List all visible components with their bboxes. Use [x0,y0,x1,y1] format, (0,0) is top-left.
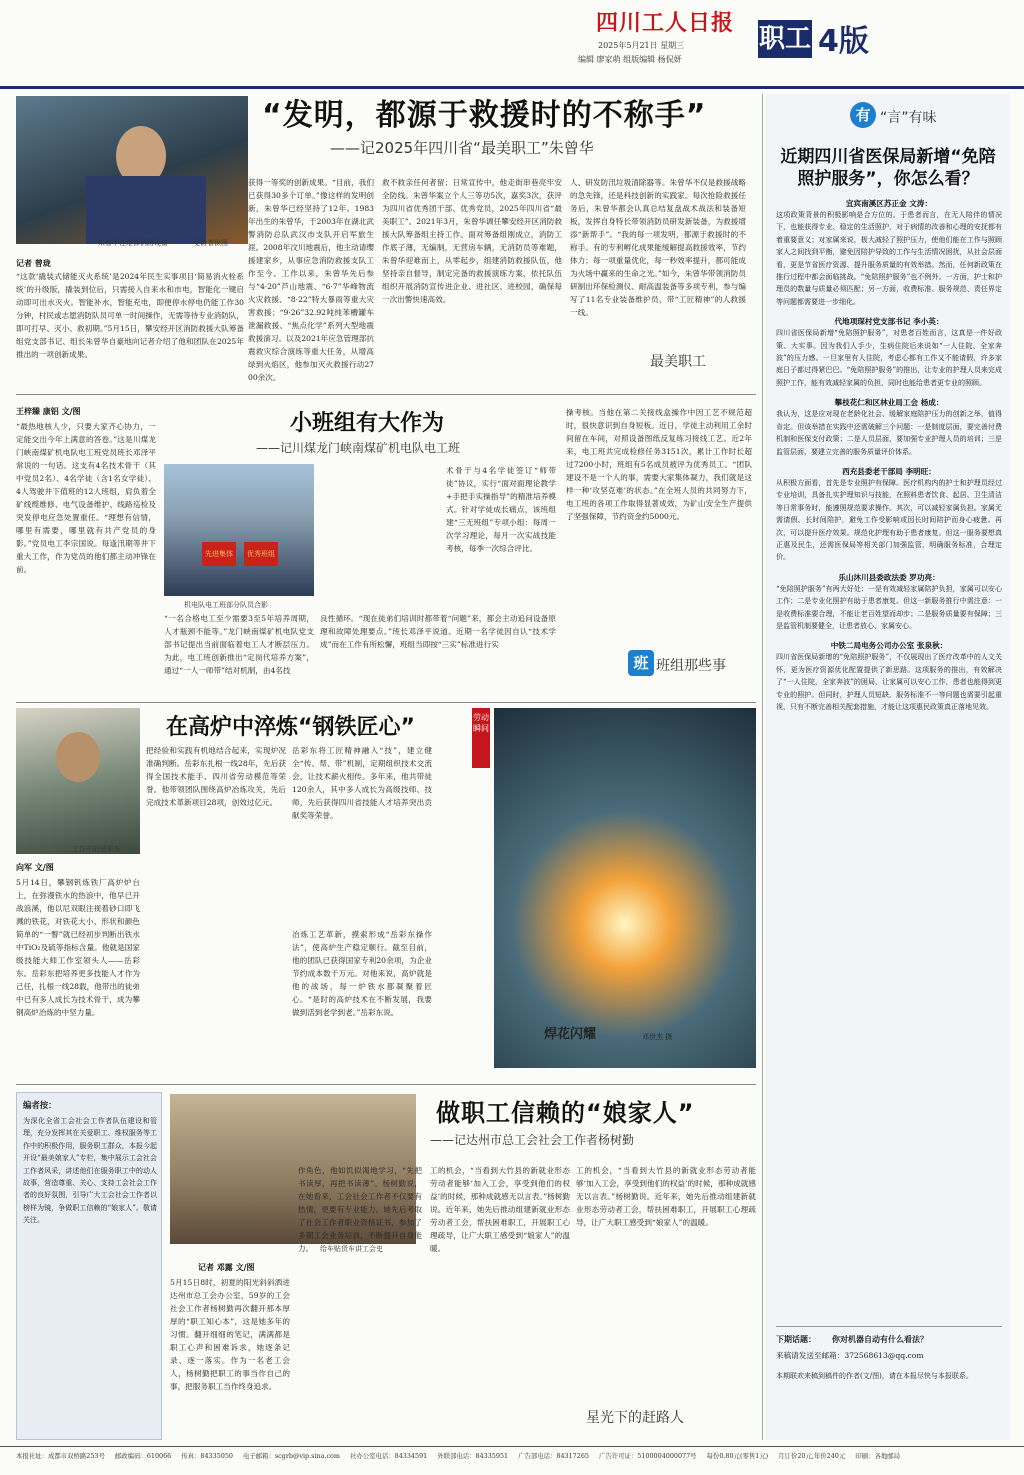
photo-caption: 机电队电工班部分队员合影 [184,601,268,609]
award-plaque: 先进集体 [202,542,236,566]
editor-note-box [16,1092,162,1440]
article-body: 把经验和实践有机地结合起来，实现炉况准确判断。岳彩东扎根一线28年，先后获得全国技术能手、四川省劳动模范等荣誉。他带领团队围绕高炉冶炼攻关，先后完成技术革新项目28项，创效过亿元。 [146,746,286,807]
comment-text: 四川省医保局新增的“免陪照护服务”，不仅展现出了医疗改革中的人文关怀，更为医疗资源优化配置提供了新思路。这项服务的推出，有效解决了“一人住院，全家奔波”的困局，让家属可以安心工作，患者也能得到更专业的照护。但同时，护理人员短缺、服务标准不一等问题也需要引起重视，只有不断完善相关配套措施，才能让这项惠民政策真正落地见效。 [776,653,1002,711]
comment-author: 攀枝花仁和区林业局工会 杨成： [834,398,944,408]
page-number: 4版 [818,24,869,59]
photo-caption: 朱曾华在维修消防设备 [98,239,168,247]
article-byline: 记者 邓露 文/图 [198,1262,255,1272]
footer-dept: 社办公室电话：84334591 [349,1452,428,1460]
column-divider [762,94,763,1440]
editors-line: 编辑 廖家萌 组版编辑 杨侃妍 [578,55,682,64]
article-body: 术骨干与4名学徒签订“师带徒”协议，实行“面对面理论教学+手把手实操指导”的精准培养模式。针对学徒成长痛点，该班组建“三无班组”专项小组：每周一次学习理论，每月一次实战技能考核，每季一次综合评比。 [446,466,556,553]
article-body: 工的机会，“当看到大竹县的新就业形态劳动者能够‘加入工会，享受到他们的权益’的时候，那种成就感无以言表。”杨树勤说。近年来，她先后推动组建新就业形态劳动者工会，帮扶困难职工，开展职工心理疏导，让广大职工感受到“娘家人”的温暖。 [430,1166,570,1253]
article-title: 小班组有大作为 [290,411,445,436]
editor-note-title: 编者按： [23,1100,57,1110]
footer-license: 广告许可证：5100004000077号 [598,1452,697,1460]
footer-price: 每份0.80元(零售1元) [706,1452,769,1460]
column-tag [586,1408,756,1436]
footer-rule [0,1446,1024,1447]
submission-email: 来稿请发送至邮箱：372568613@qq.com [776,1351,924,1360]
comment-author: 西充县委老干部局 李明旺： [842,466,936,476]
comment-entry [776,397,1002,458]
footer-email: 电子邮箱：scgrb@vip.sina.com [242,1452,340,1460]
comment-author: 中铁二局电务公司办公室 张泉秋： [830,641,948,651]
comment-text: 这项政策背景的积极影响是合方位的。于患者而言，在无人陪伴的情况下，也能获得专业、稳定的生活照护，对于病情的改善和心理的安抚都有着重要意义；对家属来说，极大减轻了照护压力，使他们能在工作与照顾家人之间找到平衡，避免因陪护导致的工作与生活情况困扰，从社会层面看，更是节省医疗资源、提升服务质量的有效举措。然而，任何新政策在推行过程中都会面临挑战。“免陪照护服务”也不例外。一方面，护士和护理员的数量与质量必须匹配；另一方面，收费标准、服务规范、责任界定等问题都需要进一步细化。 [776,211,1002,306]
article-title: 做职工信赖的“娘家人” [436,1099,695,1127]
comment-author: 乐山沐川县委政法委 罗功亮： [838,572,940,582]
issue-date: 2025年5月21日 星期三 [598,41,685,50]
editor-note-text: 为深化全省工会社会工作者队伍建设和管理，充分发挥其在关爱职工、维权服务等工作中的积极作用，服务职工群众，本报今起开设“最美娘家人”专栏，集中展示工会社会工作者风采，讲述他们在服务职工中的动人故事，营造尊重、关心、支持工会社会工作者的良好氛围，引导广大工会社会工作者以榜样为镜，争做职工信赖的“娘家人”。敬请关注。 [23,1117,157,1225]
article-body: 5月14日，攀钢钒炼铁厂高炉炉台上，在弥漫铁水的热浪中，他早已开战浪溪，他以尼双眼注视着砂口即飞溅的铁花，对铁花大小、形状和颜色简单的“一瞥”就已经初步判断出铁水中TiO₂及硫等指标含量。他就是国家级技能大师工作室领头人——岳彩东。岳彩东把培养更多技能人才作为己任，扎根一线28载，他带出的徒弟中已有多人成长为技术骨干，成为攀钢高炉冶炼的中坚力量。 [16,878,140,1017]
art-photo-title: 焊花闪耀 [544,1027,597,1042]
article-byline: 王梓臻 康铝 文/图 [16,406,81,416]
photo-caption: 工作中的岳彩东 [72,845,121,853]
comment-entry [776,198,1002,308]
comment-list [776,198,1002,1318]
article-body: 冶炼工艺革新，摸索形成“岳彩东操作法”，使高炉生产稳定顺行。截至目前，他的团队已获得国家专利20余项，为企业节约成本数千万元。对他来说，高炉就是他的战场，每一炉铁水都凝聚着匠心。“是时的高炉技术在不断发展，我要做到活到老学到老。”岳彩东说。 [292,930,432,1017]
photo-label: 劳动瞬间 [472,708,490,768]
award-plaque: 优秀班组 [244,542,278,566]
article-byline: 记者 曾珑 [16,258,51,268]
photo-credit: 受访者供图 [193,239,228,247]
article-body: “一名合格电工至少需要3至5年培养周期，人才瓶颈不能等。”龙门峡南煤矿机电队党支部书记提出当前面临着电工人才断层压力。为此，电工班创新推出“定岗代培养方案”，通过“一人一师带”结对机制，由4名技 [164,614,314,675]
article-body: 作角色，他如饥似渴地学习，“先把书读厚，再把书读薄”。杨树勤说，在她看来，工会社会工作者不仅要有热情，更要有专业能力。她先后考取了社会工作者职业资格证书，参加了多期工会业务培训，不断提升自身能力。 [298,1166,422,1253]
divider [16,1084,756,1085]
next-topic-label: 下期话题： [776,1334,816,1344]
article-subtitle: ——记2025年四川省“最美职工”朱曾华 [330,139,594,157]
worker-photo [16,708,140,854]
header-rule [0,86,1024,89]
comment-entry [776,572,1002,633]
article-title: 在高炉中淬炼“钢铁匠心” [166,715,415,740]
footer-fee: 月订价20元,年价240元 [778,1452,846,1460]
article-body: 岳彩东将工匠精神融入“技”，建立健全“传、帮、带”机制，定期组织技术交流会，让技术薪火相传。多年来，他共带徒120余人，其中多人成长为高级技师、技师，先后获得四川省技能人才培养突出贡献奖等荣誉。 [292,746,432,820]
comment-author: 代地项琛村党支部书记 李小英： [834,317,944,327]
article-byline: 向军 文/图 [16,862,54,872]
article-body: “这款‘撬装式储能灭火系统’是2024年民生实事项目‘简易消火栓系统’的升级版，撬装到位后，只需接入自来水和市电，智能化一键启动即可出水灭火。智能补水，智能充电，即便停水停电仍能工作30分钟，村民或志愿消防队员可单一时间操作，无需等待专业消防队，即可打早、灭小、救初期。”5月15日，攀安经开区消防救援大队筹备组党支部书记、组长朱曾华自豪地向记者介绍了他和团队在2025年推出的一项创新成果。 [16,272,244,359]
column-tag: 班组那些事 [656,658,726,674]
footer-post: 邮政编码：610066 [114,1452,172,1460]
team-photo [164,464,314,596]
article-body: 救不救亲任何者留；日常宣传中，他走街串巷亮牢安全防线。朱曾华案立个人三等功5次，嘉奖3次，获评为四川省优秀团干部、优秀党员，2025年四川省“最美职工”。2021年3月，朱曾华调任攀安经开区消防救援大队筹备组主持工作。面对筹备组刚成立，消防工作底子薄，无编制，无营房车辆，无消防员等难题，朱曾华迎难而上，从零起步，组建消防救援队伍，他坚持亲自督导，制定完备的救援演练方案，依托队伍组织开展消防宣传进企业、进社区、进校园，确保每一次出警快速高效。 [382,178,562,304]
section-label: 职工 [758,20,812,58]
comment-text: 我认为，这是应对现在老龄化社会、缓解家庭陪护压力的创新之举，值得肯定。但该举措在实践中还需破解三个问题：一是制度层面，要完善付费机制和医保支付政策；二是人员层面，要加强专业护理人员的培训；三是监管层面，要建立完善的服务质量评价体系。 [776,410,1002,456]
article-title: “发明，都源于救援时的不称手” [262,98,707,133]
sidebar-badge: 有 [850,102,876,128]
column-badge: 班 [628,650,654,676]
newspaper-logo: 四川工人日报 [596,10,735,36]
welding-art-photo [494,708,756,1068]
article-body: 良性循环。“现在徒弟们培训时都带着“问题”来，都会主动追问设备原理和故障处理要点。”班长邓泽平说道。近期一名学徒因自认“技术学成”而在工作有所松懈，班组当即按“三实”标准进行实 [320,614,556,649]
article-subtitle: ——记达州市总工会社会工作者杨树勤 [430,1133,635,1147]
article-body: 人、研发防汛垃圾清除器等。朱曾华不仅是救援战略的急先锋，还是科技创新的实践家。每次抢险救援任务后，朱曾华都会认真总结复盘战术战法和装备短板，发挥自身特长带领消防员研发新装备，为救援增添“新帮手”。“我的每一项发明，都源于救援时的不称手。有的专利孵化成果能缓解提高救援效率，节约体力；每一项重量优化，每一秒效率提升，都可能成为火场中赢来的生命之光。”如今，朱曾华带领消防员研制出环保检测仪、耐高温装备等多项专利，参与编写了11名专业装备维护员，带“工匠精神”的人救援一线。 [570,178,746,317]
article-subtitle: ——记川煤龙门峡南煤矿机电队电工班 [256,441,461,455]
comment-entry [776,316,1002,389]
footer-dept: 外联部电话：84335951 [437,1452,509,1460]
divider [16,394,756,395]
footer-print: 印刷：各地邮局 [855,1452,901,1460]
comment-sidebar [766,94,1010,1440]
footer-ad: 广告部电话：84317265 [518,1452,589,1460]
art-photo-credit: 邓世杰 摄 [642,1033,673,1041]
article-body: 获得一等奖的创新成果。“目前，我们已获得30多个订单。”像这样的发明创新，朱曾华已经坚持了12年。1983年出生的朱曾华，于2003年在湖北武警消防总队武汉市支队开启军旅生涯。2008年汶川地震后，他主动请缨援建家乡，从事应急消防救援支队工作至今。工作以来，朱曾华先后参与“4·20”芦山地震、“6·7”华峰物流火灾救援、“8·22”特大暴雨等重大灾害救援；“9·26”32.92吨纯苯槽罐车泄漏救援、“焦点化学”系列大型地震救援演习。以及2021年应急管理部抗震救灾综合演练等重大任务，从增高绿到火焰区，他参加灭火救援行动2700余次。 [248,178,374,382]
comment-text: “免陪照护服务”有两大好处：一是有效减轻家属陪护负担，家属可以安心工作；二是专业化照护有助于患者康复。但这一新服务推行中需注意：一是收费标准要合理，不能让老百姓望而却步；二是服务质量要有保障；三是监管机制要健全，让患者放心、家属安心。 [776,584,1002,630]
column-tag-label: 最美职工 [650,354,706,370]
article-body: 操考核。当他在第二关接线盒操作中因工艺不规范超时，很快意识到自身短板。近日，学徒主动利用工余时间留在车间，对照设备图纸反复练习接线工艺。近2年来，电工班共完成检修任务3151次，累计工作时长超过7200小时，班组有5名成员被评为优秀员工。“团队建设不是一个人的事，需要大家集体凝力，我们就是这样一种‘攻坚克难’的状态。”在全班人员的共同努力下，电工班的各项工作取得显著成效，为矿山安全生产提供了坚强保障，节约资金约5000元。 [566,408,752,521]
sidebar-title: 近期四川省医保局新增“免陪照护服务”，你怎么看？ [780,147,996,189]
article-body: 5月15日8时，初夏的阳光斜斜洒进达州市总工会办公室，59岁的工会社会工作者杨树勤再次翻开那本厚厚的“职工知心本”，这是她多年的习惯。翻开细细的笔记，满满都是职工心声和困难诉求，她逐条记录、逐一落实。作为一名老工会人，杨树勤把职工的事当作自己的事，把服务职工当作终身追求。 [170,1278,290,1391]
comment-text: 从积极方面看，首先是专业照护有保障。医疗机构内的护士和护理员经过专业培训，具备扎实护理知识与技能，在照料患者饮食、起居、卫生清洁等日常事务时，能遵照规范要求操作。其次，可以减轻家属负担。家属无需请假、长时间陪护，避免工作受影响或因长时间陪护而身心疲惫。再次，可以提升医疗效果。规范化护理有助于患者康复。但这一服务要想真正惠及民生，还需医保局等相关部门加强监管，明确服务标准，合理定价。 [776,478,1002,562]
comment-entry [776,640,1002,713]
comment-entry [776,466,1002,564]
column-tag-label: 星光下的赶路人 [586,1410,684,1426]
sidebar-tag: “言”有味 [880,110,937,126]
divider [776,1326,1002,1327]
footer [16,1452,1016,1466]
article-body: 工的机会，“当看到大竹县的新就业形态劳动者能够‘加入工会，享受到他们的权益’的时候，那种成就感无以言表。”杨树勤说。近年来，她先后推动组建新就业形态劳动者工会，帮扶困难职工，开展职工心理疏导，让广大职工感受到“娘家人”的温暖。 [576,1166,756,1227]
comment-author: 宜宾南溪区苏正金 文涛： [845,199,933,208]
column-tag [650,352,750,378]
comment-text: 四川省医保局新增“免陪照护服务”，对患者百姓而言，这真是一件好政策、大实事。因为我们人手少，生病住院后来说如“一人住院、全家奔波”的压力感。一旦家里有人住院，考虑心都有工作又不能请假，许多家庭日子都过得紧巴巴。“免陪照护服务”的推出，让专业的护理人员来完成照护工作，能有效减轻家属的负担，同时也能给患者更专业的照顾。 [776,329,1002,387]
photo-caption: 给车贴货车讲工会史 [320,1245,383,1253]
divider [16,702,756,703]
footer-fax: 传真：84335050 [181,1452,233,1460]
article-body: “最热地核人少，只要大家齐心协力，一定能交出今年上满意的答卷。”这是川煤龙门峡南煤矿机电队电工班党员班长邓泽平常说的一句话。这支有4名技术骨干（其中党员2名）、4名学徒（含1名女学徒）、4人驾驶井下值班的12人班组，肩负着全矿线缆维修、电气设备维护、线路巡检及突发停电应急处置重任。“理想有信情，哪里有需要，哪里就有共产党员的身影。”党员电工李宗国说。每逢汛期等井下重大工作，作为党员的他们都主动冲锋在前。 [16,422,156,574]
firefighter-photo [16,96,248,244]
next-topic: 你对机器自动有什么看法？ [832,1334,928,1344]
sidebar-note: 本期联欢来稿到稿件的作者(文/图)，请在本报尽快与本报联系。 [776,1372,973,1380]
footer-address: 本报社址：成都市双桥路253号 [16,1452,105,1460]
